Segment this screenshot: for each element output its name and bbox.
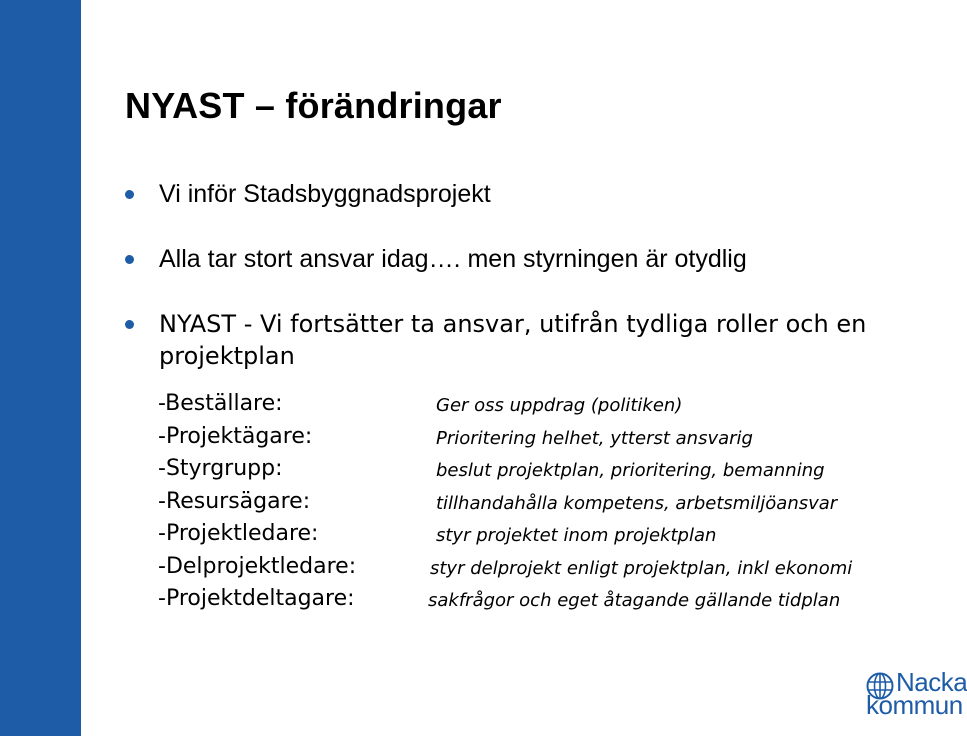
role-description: Prioritering helhet, ytterst ansvarig [436, 427, 753, 449]
role-row [158, 518, 958, 551]
role-description: tillhandahålla kompetens, arbetsmiljöansvar [436, 492, 838, 514]
role-row [158, 453, 958, 486]
role-row [158, 551, 958, 584]
left-accent-bar [0, 0, 81, 736]
role-name: -Delprojektledare: [158, 553, 357, 579]
bullet-text: Vi inför Stadsbyggnadsprojekt [159, 180, 491, 208]
roles-list [158, 388, 958, 616]
bullet-item [125, 178, 945, 210]
role-description: Ger oss uppdrag (politiken) [436, 395, 683, 416]
bullet-text: Alla tar stort ansvar idag…. men styrningen är otydlig [159, 245, 747, 273]
role-row [158, 388, 958, 421]
bullet-dot-icon [125, 190, 134, 199]
role-description: styr projektet inom projektplan [436, 525, 717, 546]
role-name: -Resursägare: [158, 488, 311, 514]
logo-text-nacka: Nacka [896, 667, 967, 697]
bullet-item [125, 308, 945, 372]
nacka-kommun-logo [866, 667, 967, 720]
role-description: sakfrågor och eget åtagande gällande tidplan [428, 590, 841, 611]
role-name: -Styrgrupp: [158, 456, 283, 481]
bullet-dot-icon [125, 320, 134, 329]
role-description: styr delprojekt enligt projektplan, inkl ekonomi [430, 557, 853, 579]
role-row [158, 583, 958, 616]
bullet-item [125, 243, 945, 275]
role-name: -Beställare: [158, 391, 283, 416]
role-name: -Projektledare: [158, 521, 319, 546]
role-row [158, 486, 958, 519]
slide-title: NYAST – förändringar [125, 85, 502, 126]
bullet-text: NYAST - Vi fortsätter ta ansvar, utifrån tydliga roller och en projektplan [159, 310, 867, 370]
role-description: beslut projektplan, prioritering, bemanning [436, 460, 825, 481]
bullet-list [125, 178, 945, 372]
role-name: -Projektägare: [158, 423, 313, 449]
logo-text-kommun: kommun [866, 690, 963, 720]
role-row [158, 421, 958, 454]
bullet-dot-icon [125, 255, 134, 264]
role-name: -Projektdeltagare: [158, 586, 355, 611]
